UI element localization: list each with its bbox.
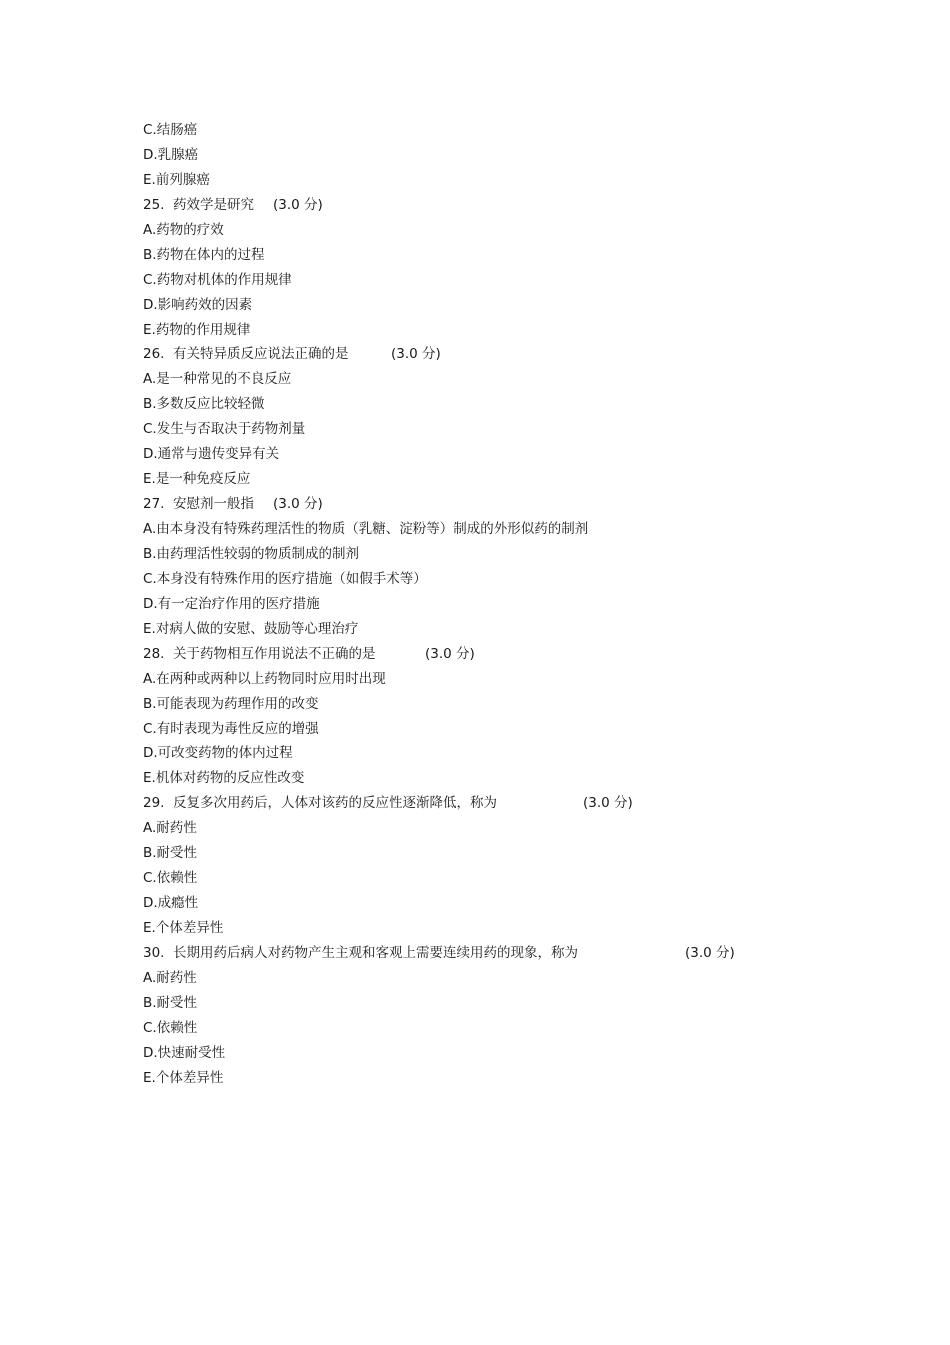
answer-option: B.可能表现为药理作用的改变 bbox=[143, 695, 319, 712]
answer-option: D.影响药效的因素 bbox=[143, 296, 253, 313]
answer-option: D.乳腺癌 bbox=[143, 146, 199, 163]
answer-option: C.发生与否取决于药物剂量 bbox=[143, 421, 306, 438]
answer-option: A.耐药性 bbox=[143, 969, 197, 986]
answer-option: E.是一种免疫反应 bbox=[143, 471, 251, 488]
answer-option: E.前列腺癌 bbox=[143, 171, 210, 188]
answer-option: C.本身没有特殊作用的医疗措施（如假手术等） bbox=[143, 570, 427, 587]
question-score: (3.0 分) bbox=[391, 346, 441, 363]
answer-option: B.耐受性 bbox=[143, 994, 198, 1011]
answer-option: D.有一定治疗作用的医疗措施 bbox=[143, 595, 320, 612]
answer-option: D.通常与遗传变异有关 bbox=[143, 446, 280, 463]
answer-option: A.在两种或两种以上药物同时应用时出现 bbox=[143, 670, 386, 687]
question-line bbox=[143, 342, 843, 367]
question-score: (3.0 分) bbox=[273, 196, 323, 213]
answer-option: D.快速耐受性 bbox=[143, 1044, 226, 1061]
question-score: (3.0 分) bbox=[583, 795, 633, 812]
answer-option: C.有时表现为毒性反应的增强 bbox=[143, 720, 319, 737]
answer-option: A.耐药性 bbox=[143, 820, 197, 837]
answer-option: C.依赖性 bbox=[143, 1019, 198, 1036]
answer-option: D.可改变药物的体内过程 bbox=[143, 745, 293, 762]
question-line bbox=[143, 791, 843, 816]
document-body bbox=[143, 118, 843, 1091]
answer-option: C.结肠癌 bbox=[143, 122, 198, 138]
answer-option: B.多数反应比较轻微 bbox=[143, 396, 265, 413]
answer-option: C.药物对机体的作用规律 bbox=[143, 271, 292, 288]
answer-option: B.耐受性 bbox=[143, 845, 198, 862]
answer-option: E.药物的作用规律 bbox=[143, 321, 251, 338]
answer-option: B.药物在体内的过程 bbox=[143, 246, 265, 263]
question-text: 25. 药效学是研究 bbox=[143, 196, 255, 213]
answer-option: C.依赖性 bbox=[143, 870, 198, 887]
answer-option: E.机体对药物的反应性改变 bbox=[143, 770, 305, 787]
answer-option: E.对病人做的安慰、鼓励等心理治疗 bbox=[143, 620, 359, 637]
question-text: 30. 长期用药后病人对药物产生主观和客观上需要连续用药的现象，称为 bbox=[143, 944, 579, 961]
question-score: (3.0 分) bbox=[685, 944, 735, 961]
question-text: 27. 安慰剂一般指 bbox=[143, 496, 255, 513]
question-text: 26. 有关特异质反应说法正确的是 bbox=[143, 346, 349, 363]
question-score: (3.0 分) bbox=[425, 645, 475, 662]
question-score: (3.0 分) bbox=[273, 496, 323, 513]
question-line bbox=[143, 941, 843, 966]
answer-option: A.由本身没有特殊药理活性的物质（乳糖、淀粉等）制成的外形似药的制剂 bbox=[143, 521, 589, 537]
question-text: 29. 反复多次用药后，人体对该药的反应性逐渐降低，称为 bbox=[143, 795, 498, 812]
answer-option: E.个体差异性 bbox=[143, 920, 224, 936]
question-line bbox=[143, 642, 843, 667]
answer-option: D.成瘾性 bbox=[143, 895, 199, 912]
answer-option: E.个体差异性 bbox=[143, 1069, 224, 1086]
question-line bbox=[143, 193, 843, 218]
question-text: 28. 关于药物相互作用说法不正确的是 bbox=[143, 645, 376, 662]
answer-option: A.药物的疗效 bbox=[143, 221, 224, 238]
answer-option: A.是一种常见的不良反应 bbox=[143, 371, 292, 388]
answer-option: B.由药理活性较弱的物质制成的制剂 bbox=[143, 545, 360, 562]
question-line bbox=[143, 492, 843, 517]
